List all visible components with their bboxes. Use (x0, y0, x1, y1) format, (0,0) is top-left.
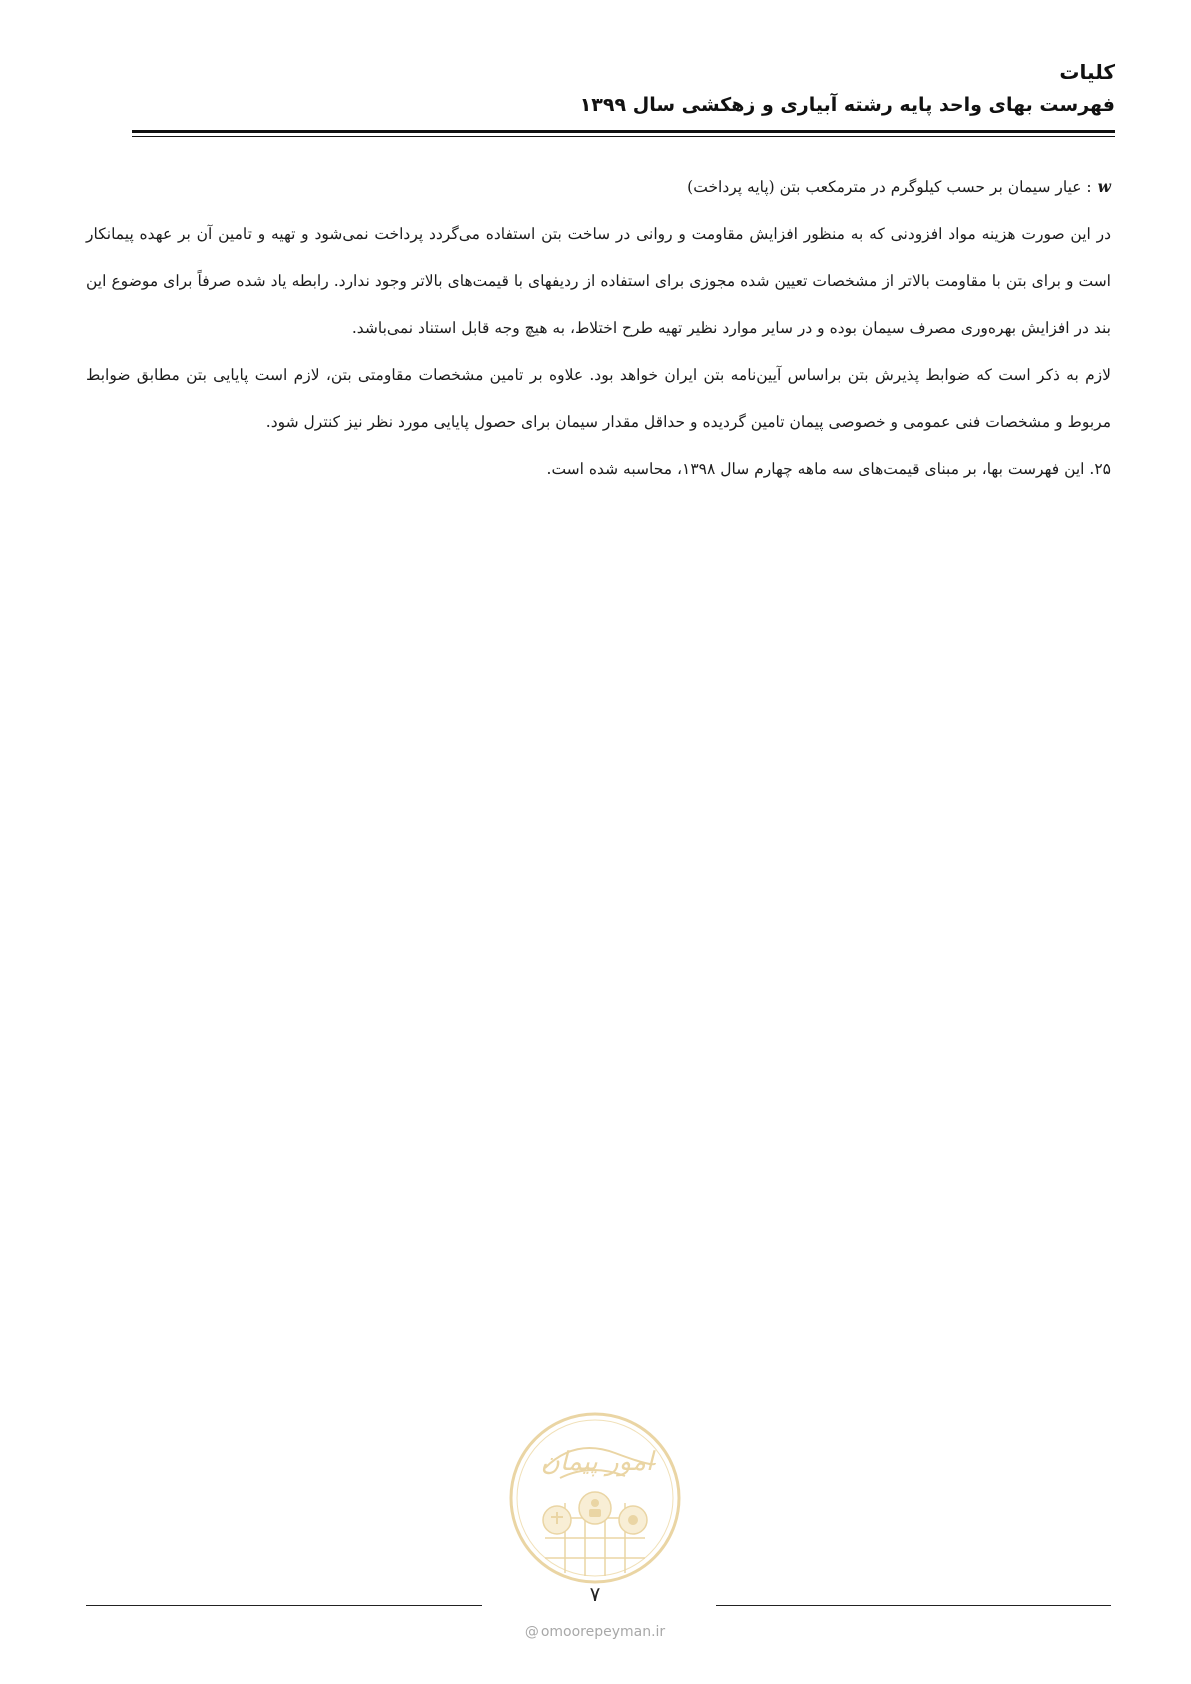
body-text (86, 163, 1111, 493)
page-header (132, 58, 1115, 120)
header-rule-thin (132, 136, 1115, 137)
website-link[interactable] (500, 1624, 690, 1640)
page-number: ۷ (589, 1582, 601, 1606)
header-rule-thick (132, 130, 1115, 133)
document-subtitle: فهرست بهای واحد پایه رشته آبیاری و زهکشی سال ۱۳۹۹ (579, 94, 1115, 116)
footer-rule-right (716, 1605, 1111, 1606)
paragraph-acceptance: لازم به ذکر است که ضوابط پذیرش بتن براساس آیین‌نامه بتن ایران خواهد بود. علاوه بر تامین مشخصات مقاومتی بتن، لازم است پایایی بتن مطابق ضوابط مربوط و مشخصات فنی عمومی و خصوصی پیمان تامین گردیده و حداقل مقدار سیمان برای حصول پایایی مورد نظر نیز کنترل شود. (86, 366, 1111, 431)
w-variable: w (1097, 177, 1111, 196)
omoore-peyman-logo-icon (505, 1408, 685, 1588)
item-25: ۲۵. این فهرست بها، بر مبنای قیمت‌های سه ماهه چهارم سال ۱۳۹۸، محاسبه شده است. (546, 460, 1111, 478)
at-sign-icon: @ (524, 1624, 539, 1640)
website-text: omoorepeyman.ir (540, 1624, 666, 1640)
w-definition-line (86, 163, 1111, 211)
paragraph-additives: در این صورت هزینه مواد افزودنی که به منظور افزایش مقاومت و روانی در ساخت بتن استفاده می‌گردد پرداخت نمی‌شود و تهیه و تامین آن بر عهده پیمانکار است و برای بتن با مقاومت بالاتر از مشخصات تعیین شده مجوزی برای استفاده از ردیفهای با قیمت‌های بالاتر وجود ندارد. رابطه یاد شده صرفاً برای موضوع این بند در افزایش بهره‌وری مصرف سیمان بوده و در سایر موارد نظیر تهیه طرح اختلاط، به هیچ وجه قابل استناد نمی‌باشد. (86, 225, 1111, 337)
w-definition: : عیار سیمان بر حسب کیلوگرم در مترمکعب بتن (پایه پرداخت) (687, 178, 1092, 196)
section-title: کلیات (1059, 60, 1115, 84)
watermark-text: امور پیمان (540, 1447, 654, 1477)
footer-rule-left (86, 1605, 482, 1606)
